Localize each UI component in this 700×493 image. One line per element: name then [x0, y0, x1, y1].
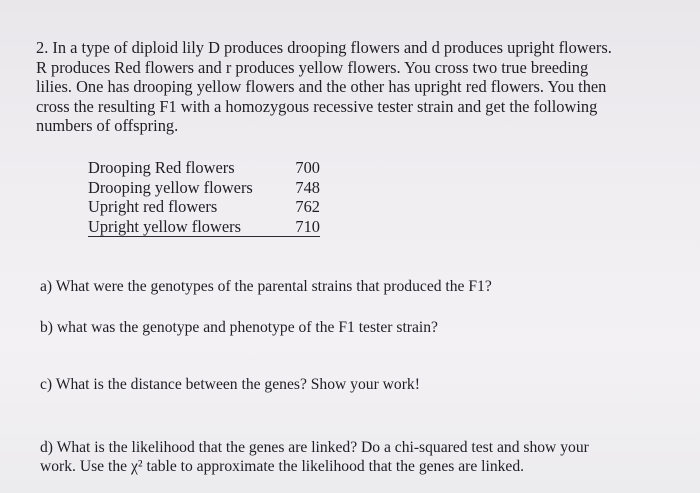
phenotype-label: Drooping Red flowers: [88, 158, 235, 177]
question-line: lilies. One has drooping yellow flowers and the other has upright red flowers. You then: [36, 77, 607, 97]
part-d-line: work. Use the χ² table to approximate the likelihood that the genes are linked.: [40, 458, 525, 475]
table-row: [88, 197, 320, 217]
offspring-table: [88, 158, 320, 237]
part-d-question: [40, 438, 650, 476]
offspring-count: 700: [295, 158, 320, 177]
table-row: [88, 158, 320, 178]
part-c-question: c) What is the distance between the genes? Show your work!: [40, 376, 420, 393]
question-line: 2. In a type of diploid lily D produces drooping flowers and d produces upright flowers.: [36, 38, 612, 57]
table-row: [88, 178, 320, 198]
table-row: [88, 217, 320, 237]
offspring-count: 710: [286, 217, 320, 237]
offspring-count: 748: [295, 177, 320, 197]
offspring-count: 762: [295, 197, 320, 217]
phenotype-label: Drooping yellow flowers: [88, 177, 253, 197]
phenotype-label: Upright yellow flowers: [88, 217, 286, 237]
question-line: numbers of offspring.: [36, 116, 179, 136]
part-a-question: a) What were the genotypes of the parental strains that produced the F1?: [40, 278, 492, 295]
question-line: cross the resulting F1 with a homozygous recessive tester strain and get the following: [36, 96, 598, 116]
question-line: R produces Red flowers and r produces yellow flowers. You cross two true breeding: [36, 57, 589, 77]
part-d-line: d) What is the likelihood that the genes are linked? Do a chi-squared test and show your: [40, 439, 589, 456]
phenotype-label: Upright red flowers: [88, 197, 218, 217]
part-b-question: b) what was the genotype and phenotype of the F1 tester strain?: [40, 319, 438, 336]
question-text: [36, 38, 666, 136]
